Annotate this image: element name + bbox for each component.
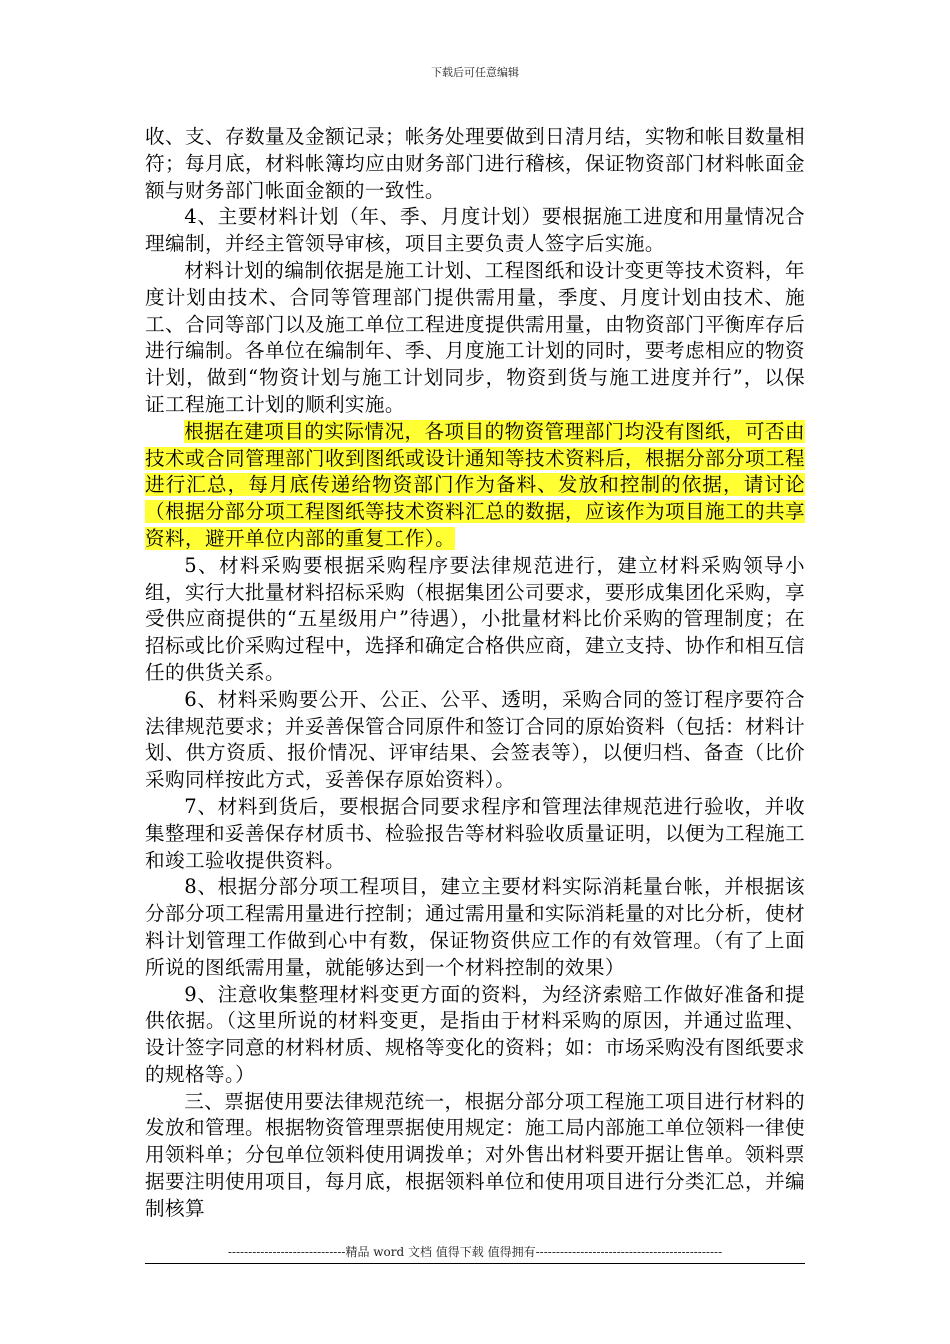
paragraph-item-6: 6、材料采购要公开、公正、公平、透明，采购合同的签订程序要符合法律规范要求；并妥善保管合同原件和签订合同的原始资料（包括：材料计划、供方资质、报价情况、评审结果、会签表等），以便归档、备查（比价采购同样按此方式，妥善保存原始资料）。	[145, 687, 805, 792]
paragraph-plan-basis: 材料计划的编制依据是施工计划、工程图纸和设计变更等技术资料，年度计划由技术、合同等管理部门提供需用量，季度、月度计划由技术、施工、合同等部门以及施工单位工程进度提供需用量，由物资部门平衡库存后进行编制。各单位在编制年、季、月度施工计划的同时，要考虑相应的物资计划，做到“物资计划与施工计划同步，物资到货与施工进度并行”，以保证工程施工计划的顺利实施。	[145, 258, 805, 416]
paragraph-item-5: 5、材料采购要根据采购程序要法律规范进行，建立材料采购领导小组，实行大批量材料招标采购（根据集团公司要求，要形成集团化采购，享受供应商提供的“五星级用户”待遇），小批量材料比价采购的管理制度；在招标或比价采购过程中，选择和确定合格供应商，建立支持、协作和相互信任的供货关系。	[145, 553, 805, 684]
page-header: 下载后可任意编辑	[431, 66, 519, 79]
paragraph-highlighted-discussion	[145, 419, 805, 553]
footer-rule	[145, 1263, 805, 1264]
paragraph-continuation: 收、支、存数量及金额记录；帐务处理要做到日清月结，实物和帐目数量相符；每月底，材料帐簿均应由财务部门进行稽核，保证物资部门材料帐面金额与财务部门帐面金额的一致性。	[145, 125, 805, 202]
paragraph-item-8: 8、根据分部分项工程项目，建立主要材料实际消耗量台帐，并根据该分部分项工程需用量进行控制；通过需用量和实际消耗量的对比分析，使材料计划管理工作做到心中有数，保证物资供应工作的有效管理。（有了上面所说的图纸需用量，就能够达到一个材料控制的效果）	[145, 875, 805, 979]
paragraph-item-7: 7、材料到货后，要根据合同要求程序和管理法律规范进行验收，并收集整理和妥善保存材质书、检验报告等材料验收质量证明，以便为工程施工和竣工验收提供资料。	[145, 794, 805, 872]
document-body	[145, 124, 805, 1223]
highlighted-text: 根据在建项目的实际情况，各项目的物资管理部门均没有图纸，可否由技术或合同管理部门收到图纸或设计通知等技术资料后，根据分部分项工程进行汇总，每月底传递给物资部门作为备料、发放和控制的依据，请讨论（根据分部分项工程图纸等技术资料汇总的数据，应该作为项目施工的共享资料，避开单位内部的重复工作）。	[145, 419, 805, 550]
paragraph-item-9: 9、注意收集整理材料变更方面的资料，为经济索赔工作做好准备和提供依据。（这里所说的材料变更，是指由于材料采购的原因，并通过监理、设计签字同意的材料材质、规格等变化的资料；如：市场采购没有图纸要求的规格等。）	[145, 982, 805, 1086]
paragraph-item-4: 4、主要材料计划（年、季、月度计划）要根据施工进度和用量情况合理编制，并经主管领导审核，项目主要负责人签字后实施。	[145, 205, 805, 256]
paragraph-section-3: 三、票据使用要法律规范统一，根据分部分项工程施工项目进行材料的发放和管理。根据物资管理票据使用规定：施工局内部施工单位领料一律使用领料单；分包单位领料使用调拨单；对外售出材料要开据让售单。领料票据要注明使用项目，每月底，根据领料单位和使用项目进行分类汇总，并编制核算	[145, 1089, 805, 1220]
page-footer: -----------------------------精品 word 文档 值得下载 值得拥有----------------------------------------------	[227, 1245, 723, 1259]
